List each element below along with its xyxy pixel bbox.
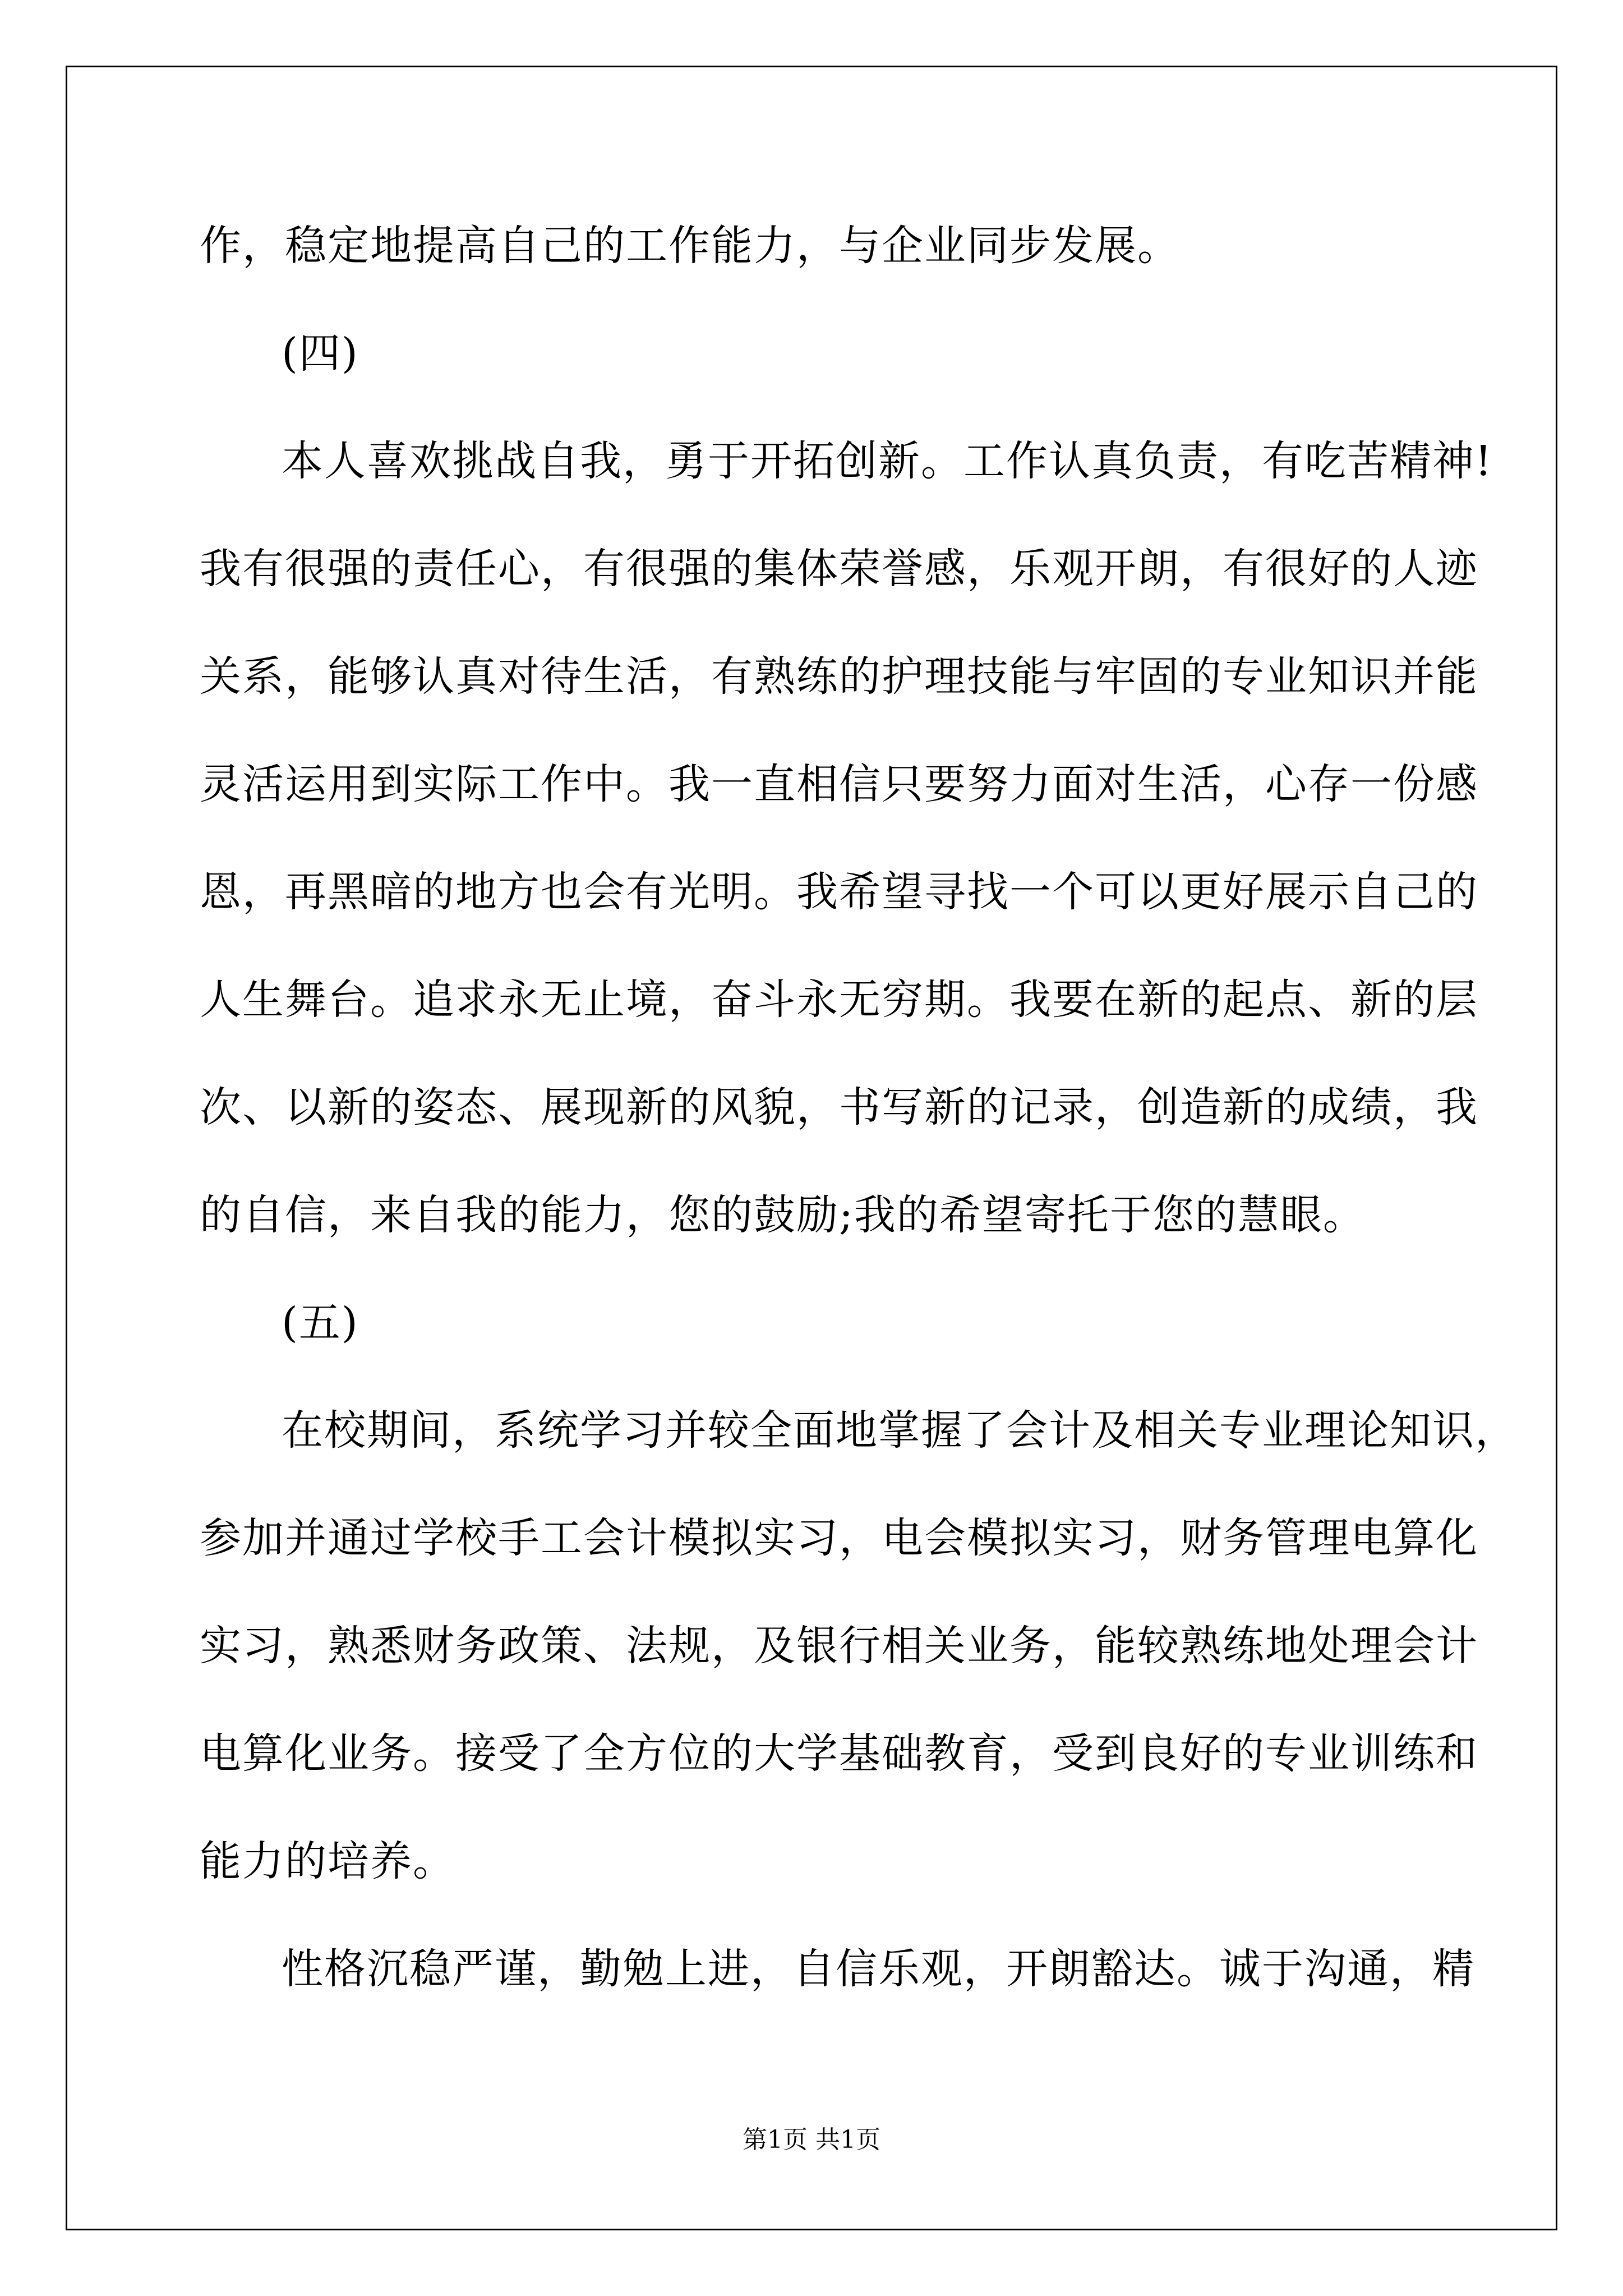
text-line: 的自信，来自我的能力，您的鼓励;我的希望寄托于您的慧眼。 (200, 1191, 1366, 1239)
paragraph-start: 性格沉稳严谨，勤勉上进，自信乐观，开朗豁达。诚于沟通，精 (282, 1945, 1475, 1993)
text-line: 人生舞台。追求永无止境，奋斗永无穷期。我要在新的起点、新的层 (200, 976, 1478, 1024)
paragraph-start: 本人喜欢挑战自我，勇于开拓创新。工作认真负责，有吃苦精神! (282, 437, 1493, 485)
text-line: 能力的培养。 (200, 1837, 455, 1885)
text-line: 恩，再黑暗的地方也会有光明。我希望寻找一个可以更好展示自己的 (200, 868, 1478, 916)
text-line: 我有很强的责任心，有很强的集体荣誉感，乐观开朗，有很好的人迹 (200, 545, 1478, 593)
text-line: 灵活运用到实际工作中。我一直相信只要努力面对生活，心存一份感 (200, 760, 1478, 808)
paragraph-start: 在校期间，系统学习并较全面地掌握了会计及相关专业理论知识， (282, 1406, 1518, 1455)
text-line: 关系，能够认真对待生活，有熟练的护理技能与牢固的专业知识并能 (200, 652, 1478, 701)
text-line: 电算化业务。接受了全方位的大学基础教育，受到良好的专业训练和 (200, 1729, 1478, 1778)
section-heading: (四) (282, 329, 359, 378)
text-line: 作，稳定地提高自己的工作能力，与企业同步发展。 (200, 222, 1180, 270)
text-line: 参加并通过学校手工会计模拟实习，电会模拟实习，财务管理电算化 (200, 1514, 1478, 1562)
text-line: 次、以新的姿态、展现新的风貌，书写新的记录，创造新的成绩，我 (200, 1083, 1478, 1131)
section-heading: (五) (282, 1299, 359, 1347)
page-border (66, 66, 1557, 2230)
page-footer: 第1页 共1页 (743, 2125, 880, 2154)
text-line: 实习，熟悉财务政策、法规，及银行相关业务，能较熟练地处理会计 (200, 1622, 1478, 1670)
